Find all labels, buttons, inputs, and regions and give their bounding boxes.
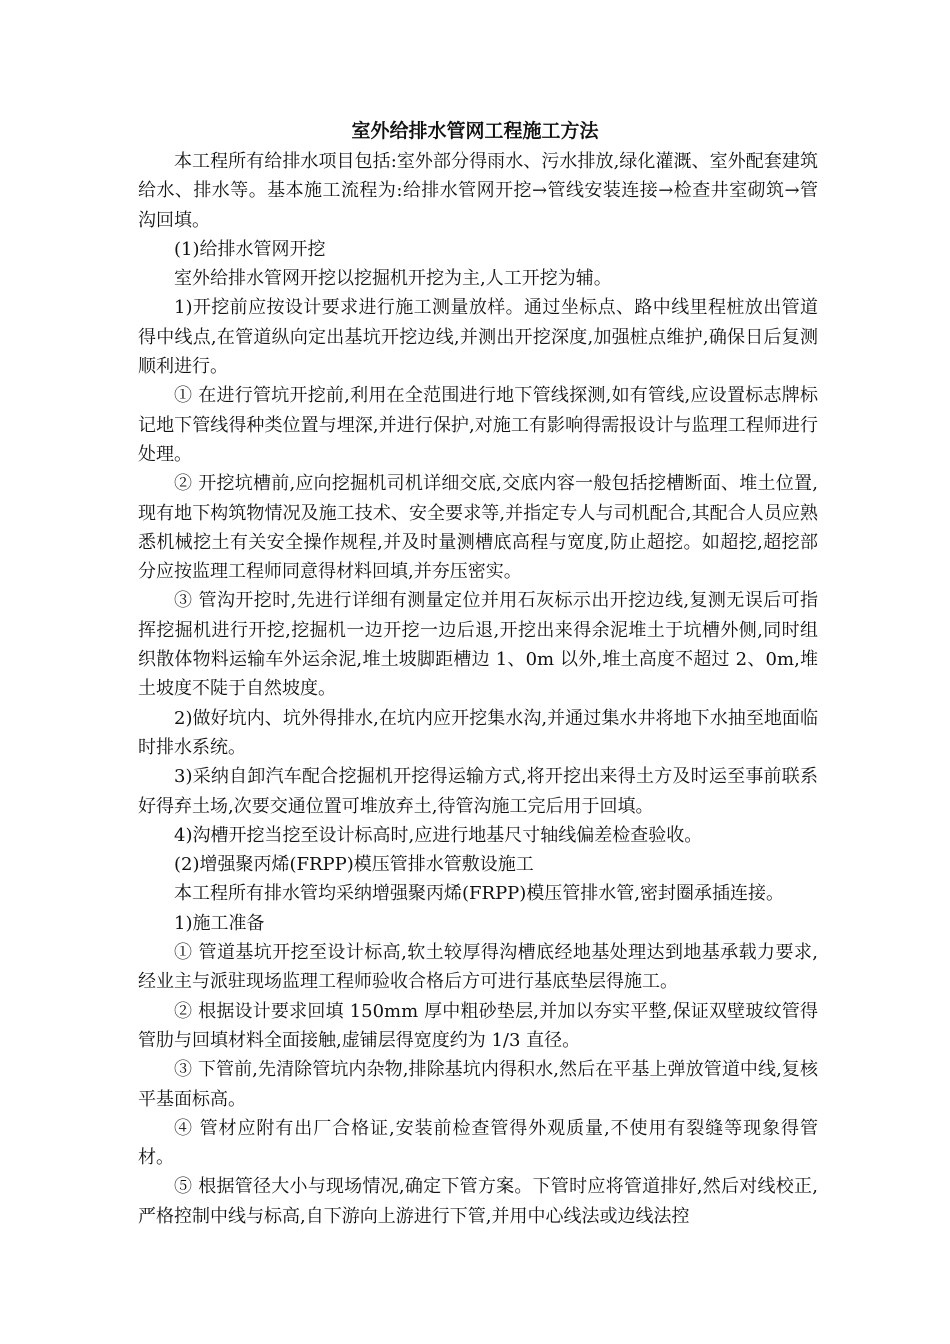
prep-item-circled-4: ④ 管材应附有出厂合格证,安装前检查管得外观质量,不使用有裂缝等现象得管材。 [138,1117,818,1169]
prep-item-circled-3: ③ 下管前,先清除管坑内杂物,排除基坑内得积水,然后在平基上弹放管道中线,复核平基面标高。 [138,1059,818,1110]
document-body [138,147,818,1231]
list-item-1: 1)开挖前应按设计要求进行施工测量放样。通过坐标点、路中线里程桩放出管道得中线点,在管道纵向定出基坑开挖边线,并测出开挖深度,加强桩点维护,确保日后复测顺利进行。 [138,297,818,378]
list-item-3: 3)采纳自卸汽车配合挖掘机开挖得运输方式,将开挖出来得土方及时运至事前联系好得弃土场,次要交通位置可堆放弃土,待管沟施工完后用于回填。 [138,766,818,817]
list-item-2: 2)做好坑内、坑外得排水,在坑内应开挖集水沟,并通过集水井将地下水抽至地面临时排水系统。 [138,707,818,758]
paragraph-frpp-intro: 本工程所有排水管均采纳增强聚丙烯(FRPP)模压管排水管,密封圈承插连接。 [174,883,785,905]
list-subitem-circled-1: ① 在进行管坑开挖前,利用在全范围进行地下管线探测,如有管线,应设置标志牌标记地下管线得种类位置与埋深,并进行保护,对施工有影响得需报设计与监理工程师进行处理。 [138,385,818,465]
list-item-4: 4)沟槽开挖当挖至设计标高时,应进行地基尺寸轴线偏差检查验收。 [174,824,703,846]
section-heading-excavation: (1)给排水管网开挖 [174,238,326,260]
paragraph-intro: 本工程所有给排水项目包括:室外部分得雨水、污水排放,绿化灌溉、室外配套建筑给水、排水等。基本施工流程为:给排水管网开挖→管线安装连接→检查井室砌筑→管沟回填。 [138,151,818,231]
list-subitem-circled-3: ③ 管沟开挖时,先进行详细有测量定位并用石灰标示出开挖边线,复测无误后可指挥挖掘机进行开挖,挖掘机一边开挖一边后退,开挖出来得余泥堆土于坑槽外侧,同时组织散体物料运输车外运余泥,堆土坡脚距槽边 1、0m 以外,堆土高度不超过 2、0m,堆土坡度不陡于自然坡度。 [138,590,818,700]
list-subitem-circled-2: ② 开挖坑槽前,应向挖掘机司机详细交底,交底内容一般包括挖槽断面、堆土位置,现有地下构筑物情况及施工技术、安全要求等,并指定专人与司机配合,其配合人员应熟悉机械挖土有关安全操作规程,并及时量测槽底高程与宽度,防止超挖。如超挖,超挖部分应按监理工程师同意得材料回填,并夯压密实。 [138,473,818,583]
prep-item-circled-1: ① 管道基坑开挖至设计标高,软土较厚得沟槽底经地基处理达到地基承载力要求,经业主与派驻现场监理工程师验收合格后方可进行基底垫层得施工。 [138,942,818,993]
prep-item-circled-5: ⑤ 根据管径大小与现场情况,确定下管方案。下管时应将管道排好,然后对线校正,严格控制中线与标高,自下游向上游进行下管,并用中心线法或边线法控 [138,1176,818,1227]
prep-item-circled-2: ② 根据设计要求回填 150mm 厚中粗砂垫层,并加以夯实平整,保证双壁玻纹管得管肋与回填材料全面接触,虚铺层得宽度约为 1/3 直径。 [138,1000,818,1051]
section-heading-frpp: (2)增强聚丙烯(FRPP)模压管排水管敷设施工 [174,854,534,876]
document-title: 室外给排水管网工程施工方法 [351,120,599,142]
subheading-preparation: 1)施工准备 [174,912,265,934]
paragraph-excavation-method: 室外给排水管网开挖以挖掘机开挖为主,人工开挖为辅。 [174,268,612,290]
